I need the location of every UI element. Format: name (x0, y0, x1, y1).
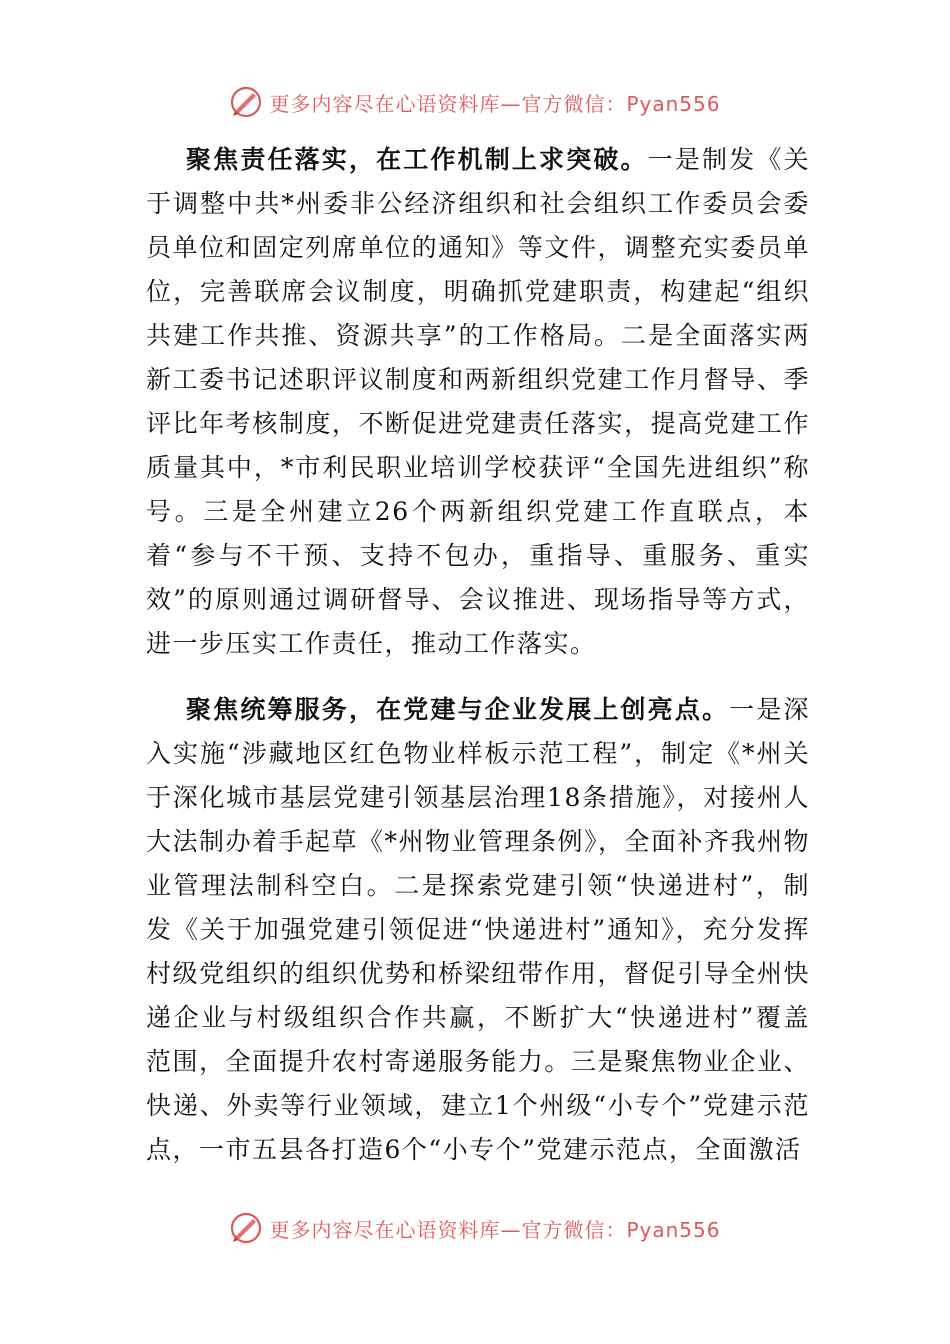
banner-text: 更多内容尽在心语资料库—官方微信：Pyan556 (269, 91, 721, 116)
paragraph-2-lead: 聚焦统筹服务，在党建与企业发展上创亮点。 (186, 695, 730, 724)
paragraph-1-lead: 聚焦责任落实，在工作机制上求突破。 (186, 145, 648, 174)
header-watermark-banner (0, 82, 950, 122)
footer-watermark-banner (0, 1208, 950, 1248)
pen-circle-logo-icon (229, 1211, 263, 1245)
pen-circle-logo-icon (229, 85, 263, 119)
paragraph-2-body: 一是深入实施“涉藏地区红色物业样板示范工程”，制定《*州关于深化城市基层党建引领基层治理18条措施》，对接州人大法制办着手起草《*州物业管理条例》，全面补齐我州物业管理法制科空白。二是探索党建引领“快递进村”，制发《关于加强党建引领促进“快递进村”通知》，充分发挥村级党组织的组织优势和桥梁纽带作用，督促引导全州快递企业与村级组织合作共赢，不断扩大“快递进村”覆盖范围，全面提升农村寄递服务能力。三是聚焦物业企业、快递、外卖等行业领域，建立1个州级“小专个”党建示范点，一市五县各打造6个“小专个”党建示范点，全面激活 (146, 695, 811, 1164)
banner-text: 更多内容尽在心语资料库—官方微信：Pyan556 (269, 1217, 721, 1242)
paragraph-1-body: 一是制发《关于调整中共*州委非公经济组织和社会组织工作委员会委员单位和固定列席单位的通知》等文件，调整充实委员单位，完善联席会议制度，明确抓党建职责，构建起“组织共建工作共推、资源共享”的工作格局。二是全面落实两新工委书记述职评议制度和两新组织党建工作月督导、季评比年考核制度，不断促进党建责任落实，提高党建工作质量其中，*市利民职业培训学校获评“全国先进组织”称号。三是全州建立26个两新组织党建工作直联点，本着“参与不干预、支持不包办，重指导、重服务、重实效”的原则通过调研督导、会议推进、现场指导等方式，进一步压实工作责任，推动工作落实。 (146, 145, 810, 658)
document-body (146, 138, 810, 1194)
paragraph-2 (146, 688, 810, 1172)
paragraph-1 (146, 138, 810, 666)
